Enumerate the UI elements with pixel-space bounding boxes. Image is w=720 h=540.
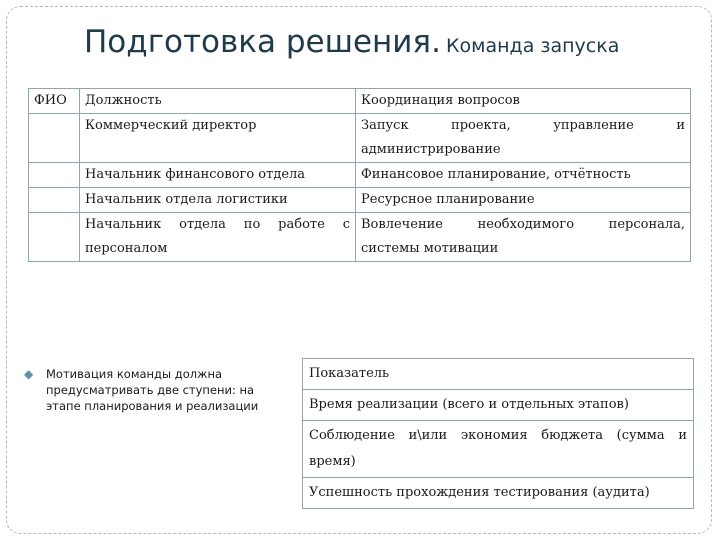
motivation-bullet	[24, 366, 264, 414]
table-row	[303, 359, 694, 390]
header-position: Должность	[80, 89, 356, 114]
kpi-table	[302, 358, 694, 509]
slide-title	[84, 24, 619, 60]
kpi-cell: Показатель	[303, 359, 694, 390]
table-row	[29, 188, 691, 213]
cell-position: Начальник отдела по работе с персоналом	[80, 213, 356, 262]
cell-coordination: Финансовое планирование, отчётность	[356, 163, 691, 188]
title-sub: Команда запуска	[446, 35, 620, 57]
cell-fio	[29, 163, 80, 188]
cell-position: Начальник отдела логистики	[80, 188, 356, 213]
bullet-text: Мотивация команды должна предусматривать две ступени: на этапе планирования и реализации	[46, 367, 259, 413]
table-row	[303, 478, 694, 509]
title-main: Подготовка решения.	[84, 24, 441, 60]
kpi-cell: Успешность прохождения тестирования (аудита)	[303, 478, 694, 509]
table-row	[303, 421, 694, 478]
cell-fio	[29, 114, 80, 163]
bullet-icon: ◆	[24, 367, 34, 381]
table-row	[29, 163, 691, 188]
table-row	[29, 114, 691, 163]
cell-position: Начальник финансового отдела	[80, 163, 356, 188]
table-row	[29, 213, 691, 262]
header-coordination: Координация вопросов	[356, 89, 691, 114]
table-row	[303, 390, 694, 421]
cell-coordination: Запуск проекта, управление и администрирование	[356, 114, 691, 163]
roles-table	[28, 88, 691, 262]
kpi-cell: Время реализации (всего и отдельных этапов)	[303, 390, 694, 421]
kpi-cell: Соблюдение и\или экономия бюджета (сумма и время)	[303, 421, 694, 478]
cell-coordination: Ресурсное планирование	[356, 188, 691, 213]
cell-position: Коммерческий директор	[80, 114, 356, 163]
header-fio: ФИО	[29, 89, 80, 114]
cell-fio	[29, 213, 80, 262]
cell-fio	[29, 188, 80, 213]
table-header-row	[29, 89, 691, 114]
cell-coordination: Вовлечение необходимого персонала, системы мотивации	[356, 213, 691, 262]
